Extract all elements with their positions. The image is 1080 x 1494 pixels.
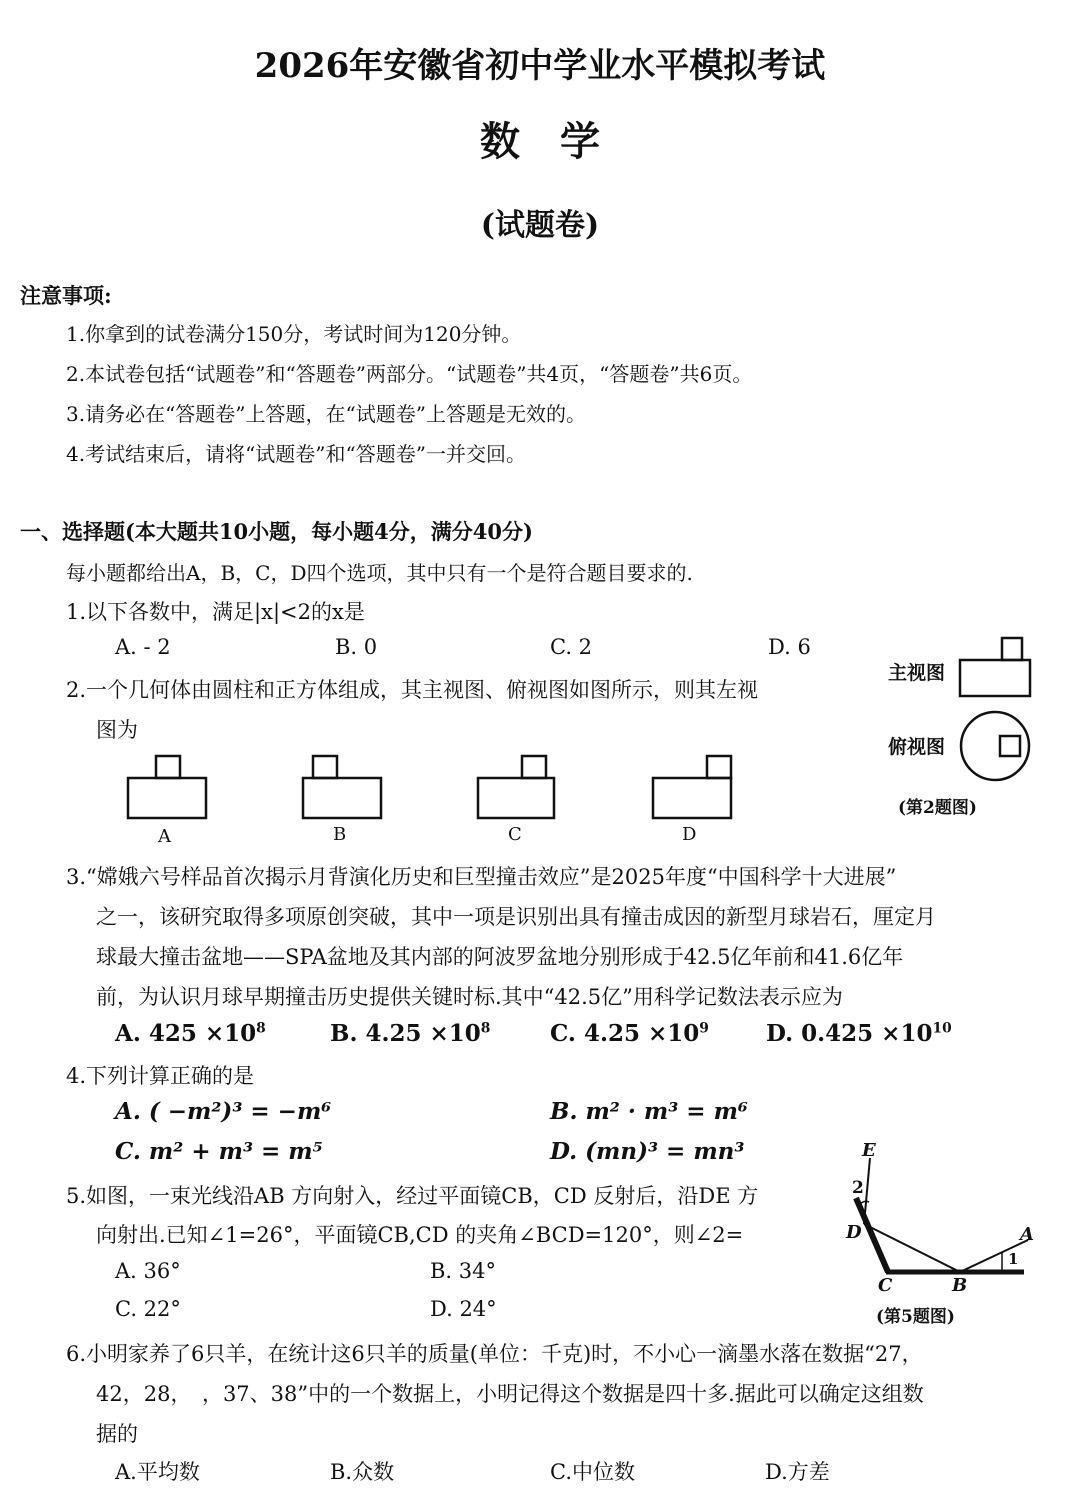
notice-item: 2.本试卷包括“试题卷”和“答题卷”两部分。“试题卷”共4页，“答题卷”共6页。	[66, 362, 753, 386]
q6-option-b: B.众数	[330, 1460, 395, 1484]
label-angle-2: 2	[852, 1178, 864, 1198]
q3-option-a: A. $425 \times 10^8$	[115, 1020, 266, 1047]
section-heading: 一、选择题(本大题共10小题，每小题4分，满分40分)	[20, 519, 533, 544]
main-view-label: 主视图	[888, 662, 946, 684]
q3-stem-cont: 之一，该研究取得多项原创突破，其中一项是识别出具有撞击成因的新型月球岩石，厘定月	[96, 905, 936, 929]
q2-option-figures	[0, 750, 760, 825]
q2-label-d: D	[682, 824, 697, 845]
q5-caption: (第5题图)	[876, 1307, 955, 1327]
label-angle-1: 1	[1008, 1250, 1019, 1268]
label-b: B	[952, 1275, 968, 1296]
q4-option-a: A. ( −m²)³ = −m⁶	[115, 1098, 332, 1125]
q5-option-a: A. 36°	[115, 1259, 181, 1283]
q5-option-b: B. 34°	[430, 1259, 497, 1283]
q2-stem-cont: 图为	[96, 718, 138, 742]
label-c: C	[878, 1275, 893, 1296]
q3-stem-cont: 前，为认识月球早期撞击历史提供关键时标.其中“42.5亿”用科学记数法表示应为	[96, 985, 843, 1009]
paper-type: (试题卷)	[480, 208, 600, 243]
q2-b-top	[313, 756, 337, 778]
q1-option-d: D. 6	[768, 635, 811, 659]
q4-option-d: D. (mn)³ = mn³	[550, 1138, 745, 1165]
q2-stem: 2.一个几何体由圆柱和正方体组成，其主视图、俯视图如图所示，则其左视	[66, 678, 759, 702]
angle-2-mark	[860, 1201, 869, 1204]
q1-option-a: A. - 2	[115, 635, 171, 659]
exam-title: 2026年安徽省初中学业水平模拟考试	[254, 46, 826, 86]
q4-option-c: C. m² + m³ = m⁵	[115, 1138, 323, 1165]
q2-label-c: C	[508, 824, 522, 845]
notice-heading: 注意事项:	[20, 283, 112, 308]
label-e: E	[862, 1140, 876, 1161]
q5-option-d: D. 24°	[430, 1297, 497, 1321]
q2-d-top	[707, 756, 731, 778]
notice-item: 1.你拿到的试卷满分150分，考试时间为120分钟。	[66, 322, 522, 346]
main-view-block	[960, 660, 1030, 696]
q3-stem-cont: 球最大撞击盆地——SPA盆地及其内部的阿波罗盆地分别形成于42.5亿年前和41.6亿年	[96, 945, 904, 969]
q3-option-c: C. $4.25 \times 10^9$	[550, 1020, 709, 1047]
top-view-label: 俯视图	[888, 736, 946, 758]
q2-label-a: A	[158, 826, 171, 847]
q2-views-figure	[950, 630, 1040, 790]
q2-a-top	[156, 756, 180, 778]
q3-option-d: D. $0.425 \times 10^{10}$	[766, 1020, 952, 1047]
q6-stem-cont: 42，28， ，37、38”中的一个数据上，小明记得这个数据是四十多.据此可以确定这组数	[96, 1382, 924, 1406]
q5-figure	[830, 1140, 1060, 1300]
q6-stem: 6.小明家养了6只羊，在统计这6只羊的质量(单位：千克)时，不小心一滴墨水落在数据“27，	[66, 1342, 923, 1366]
q6-option-c: C.中位数	[550, 1460, 635, 1484]
q2-caption: (第2题图)	[898, 798, 977, 818]
main-view-top	[1002, 638, 1022, 660]
section-instruction: 每小题都给出A，B，C，D四个选项，其中只有一个是符合题目要求的.	[66, 561, 693, 585]
notice-item: 4.考试结束后，请将“试题卷”和“答题卷”一并交回。	[66, 442, 526, 466]
q3-stem: 3.“嫦娥六号样品首次揭示月背演化历史和巨型撞击效应”是2025年度“中国科学十大进展”	[66, 865, 897, 889]
q2-a-block	[128, 778, 206, 818]
q1-option-b: B. 0	[335, 635, 378, 659]
label-d: D	[846, 1222, 862, 1243]
q5-stem: 5.如图，一束光线沿AB 方向射入，经过平面镜CB，CD 反射后，沿DE 方	[66, 1184, 759, 1208]
q5-stem-cont: 向射出.已知∠1=26°，平面镜CB,CD 的夹角∠BCD=120°，则∠2=	[96, 1223, 744, 1247]
q6-option-a: A.平均数	[115, 1460, 200, 1484]
q2-d-block	[653, 778, 731, 818]
q4-option-b: B. m² · m³ = m⁶	[550, 1098, 748, 1125]
ray-de	[864, 1158, 870, 1224]
q2-c-block	[478, 778, 554, 818]
notice-item: 3.请务必在“答题卷”上答题，在“试题卷”上答题是无效的。	[66, 402, 586, 426]
q2-c-top	[522, 756, 546, 778]
top-view-square	[1000, 736, 1020, 756]
q3-option-b: B. $4.25 \times 10^8$	[330, 1020, 491, 1047]
q6-option-d: D.方差	[765, 1460, 830, 1484]
q2-label-b: B	[333, 824, 347, 845]
q2-b-block	[303, 778, 381, 818]
subject-title: 数 学	[480, 118, 600, 165]
label-a: A	[1020, 1224, 1034, 1245]
q6-stem-cont: 据的	[96, 1422, 138, 1446]
q1-stem: 1.以下各数中，满足|x|<2的x是	[66, 600, 365, 624]
q5-option-c: C. 22°	[115, 1297, 181, 1321]
q4-stem: 4.下列计算正确的是	[66, 1064, 255, 1088]
q1-option-c: C. 2	[550, 635, 593, 659]
